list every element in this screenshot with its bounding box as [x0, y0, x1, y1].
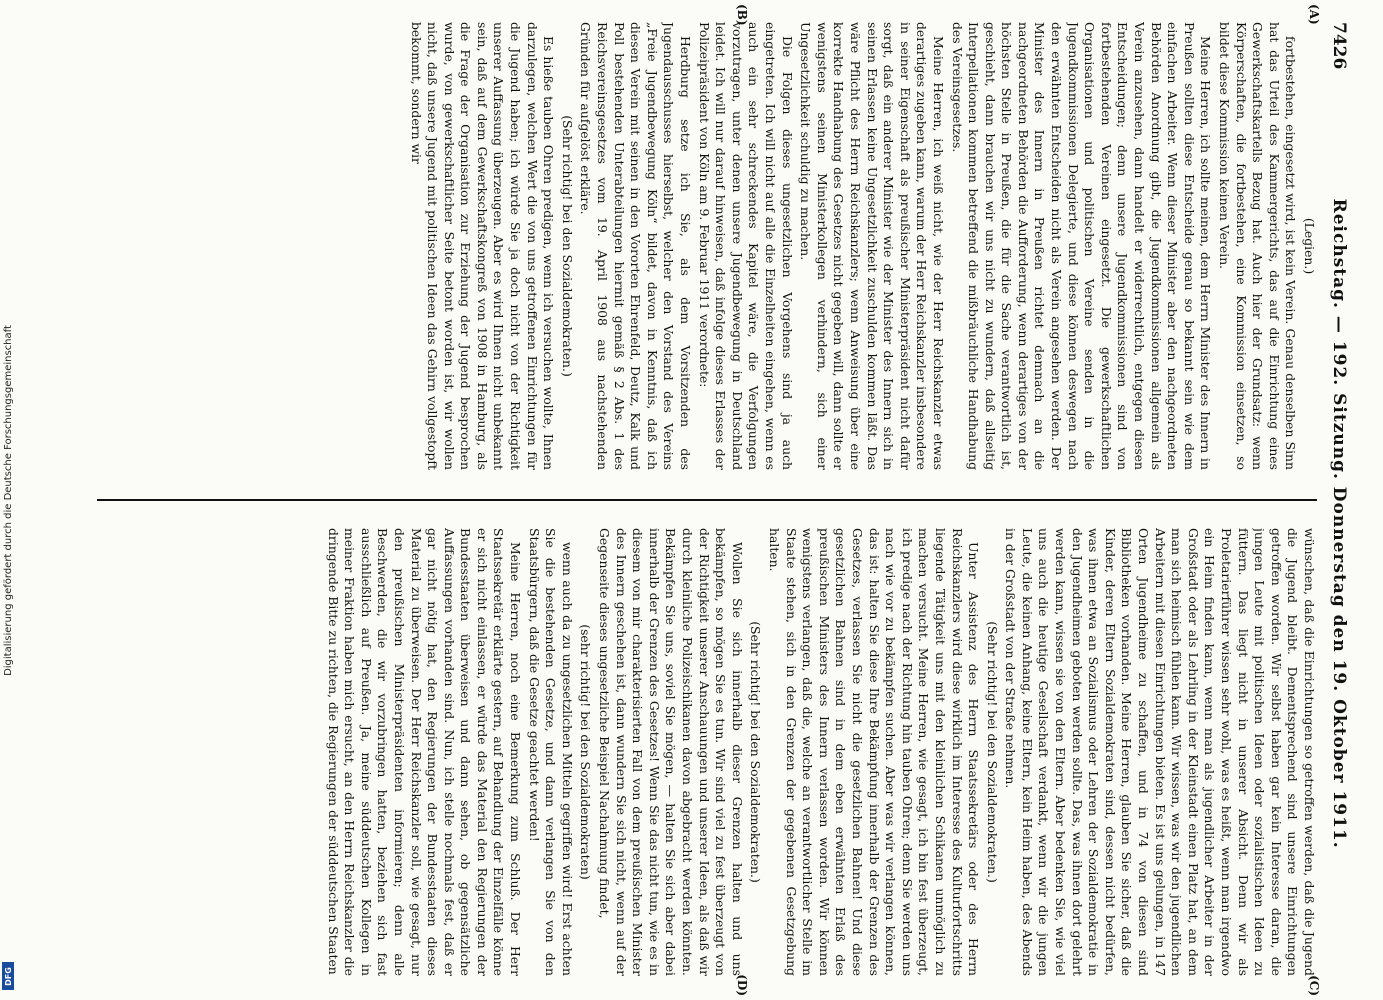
paragraph: Meine Herren, ich weiß nicht, wie der Herr Reichskanzler etwas derartiges zugeben kann, warum der Herr Reichskanzler insbesondere in seiner Eigenschaft als preußischer Ministerpräsident nicht dafür sorgt, daß ein anderer Minister wie der Minister des Innern sich in seinen Erlassen keine Ungesetzlichkeit zuschulden kommen läßt. Das wäre Pflicht des Herrn Reichskanzlers; wenn Anweisung über eine korrekte Handhabung des Gesetzes nicht gegeben will, dann sollte er wenigstens seinen Ministerkollegen verhindern, sich einer Ungesetzlichkeit schuldig zu machen.: [798, 22, 946, 470]
margin-marker-a: (A): [1307, 4, 1321, 25]
paragraph: wünschen, daß die Einrichtungen so getroffen werden, daß die Jugend die Jugend bleibt. Dementsprechend sind unsere Einrichtungen getroffen worden. Wir selbst haben gar kein Interesse daran, die jungen Leute mit politischen Ideen oder sozialistischen Ideen zu füttern. Das liegt nicht in unserer Absicht. Denn wir als Proletarierführer wissen sehr wohl, was es heißt, wenn man irgendwo ein Heim finden kann, wenn man als jugendlicher Arbeiter in der Großstadt oder als Lehrling in der Kleinstadt einen Platz hat, an dem man sich heimisch fühlen kann. Wir wissen, was wir den jugendlichen Arbeitern mit diesen Einrichtungen bieten. Es ist uns gelungen, in 147 Orten Jugendheime zu schaffen, und in 74 von diesen sind Bibliotheken vorhanden. Meine Herren, glauben Sie sicher, daß die Kinder, deren Eltern Sozialdemokraten sind, dessen nicht bedürfen, was ihnen etwa an Sozialismus oder Lehren der Sozialdemokratie in den Jugendheimen geboten werden sollte. Das, was ihnen dort gelehrt werden kann, wissen sie von den Eltern. Aber bedenken Sie, wie viel uns auch die heutige Gesellschaft verdankt, wenn wir die jungen Leute, die keinen Anhang, keine Eltern, kein Heim haben, des Abends in der Großstadt von der Straße nehmen.: [1003, 528, 1317, 976]
margin-marker-c: (C): [1307, 975, 1321, 996]
page-title: Reichstag. — 192. Sitzung. Donnerstag den 19. Oktober 1911.: [1329, 198, 1349, 849]
paragraph: Unter Assistenz des Herrn Staatssekretärs oder des Herrn Reichskanzlers wird diese wirklich im Interesse des Kulturfortschritts liegende Tätigkeit uns mit den kleinlichen Schikanen unmöglich zu machen versucht. Meine Herren, wie gesagt, ich bin fest überzeugt, ich predige nach der Richtung hin tauben Ohren; denn Sie werden uns nach wie vor zu bekämpfen suchen. Aber was wir verlangen können, das ist: halten Sie diese Ihre Bekämpfung innerhalb der Grenzen des Gesetzes, verlassen Sie nicht die gesetzlichen Bahnen! Und diese gesetzlichen Bahnen sind in dem eben erwähnten Erlaß des preußischen Ministers des Innern verlassen worden. Wir können wenigstens verlangen, daß die, welche an verantwortlicher Stelle im Staate stehen, sich in den Grenzen der gegebenen Gesetzgebung halten.: [767, 528, 982, 976]
paragraph: Meine Herren, ich sollte meinen, dem Herrn Minister des Innern in Preußen sollten diese Entscheide genau so bekannt sein wie dem einfachen Arbeiter. Wenn dieser Minister aber den nachgeordneten Behörden Anordnung gibt, die Jugendkommissionen allgemein als Verein anzusehen, dann handelt er widerrechtlich, entgegen diesen Entscheidungen; denn unsere Jugendkommissionen sind von fortbestehenden Vereinen eingesetzt. Die gewerkschaftlichen Organisationen und politischen Vereine senden in die Jugendkommissionen Delegierte, und diese können deswegen nach den erwähnten Entscheiden nicht als Verein angesehen werden. Der Minister des Innern in Preußen richtet demnach an die nachgeordneten Behörden die Aufforderung, wenn derartiges von der höchsten Stelle in Preußen, die für die Sache verantwortlich ist, geschieht, dann brauchen wir uns nicht zu wundern, daß allseitig Interpellationen kommen betreffend die mißbräuchliche Handhabung des Vereinsgesetzes.: [949, 22, 1214, 470]
paragraph: Meine Herren, noch eine Bemerkung zum Schluß. Der Herr Staatssekretär erklärte gestern, auf Behandlung der Einzelfälle könne er sich nicht einlassen, er würde das Material den Regierungen der Bundesstaaten überweisen und dann sehen, ob gegensätzliche Auffassungen vorhanden sind. Nun, ich stelle nochmals fest, daß er gar nicht nötig hat, den Regierungen der Bundesstaaten dieses Material zu überweisen. Der Herr Reichskanzler soll, wie gesagt, nur den preußischen Ministerpräsidenten informieren; denn alle Beschwerden, die wir vorzubringen hatten, beziehen sich fast ausschließlich auf Preußen. Ja, meine süddeutschen Kollegen in meiner Fraktion haben mich ersucht, an den Herrn Reichskanzler die dringende Bitte zu richten, die Regierungen der süddeutschen Staaten: [325, 528, 524, 976]
margin-marker-b: (B): [735, 4, 749, 26]
rotated-document: [76, 0, 1361, 1000]
paragraph: (Sehr richtig! bei den Sozialdemokraten.): [984, 621, 1000, 883]
margin-marker-d: (D): [735, 974, 749, 996]
paragraph: fortbestehen, eingesetzt wird, ist kein Verein. Genau denselben Sinn hat das Urteil des Kammergerichts, das auf die Einrichtung eines Gewerkschaftskartells Bezug hat. Auch hier der Grundsatz: wenn Körperschaften, die fortbestehen, eine Kommission einsetzen, so bildet diese Kommission keinen Verein.: [1217, 22, 1299, 470]
paragraph: (sehr richtig! bei den Sozialdemokraten): [578, 624, 594, 880]
page-number: 7426: [1329, 22, 1349, 70]
column-divider: [97, 499, 1317, 501]
right-column: [97, 528, 1317, 976]
paragraph: wenn auch da zu ungesetzlichen Mitteln gegriffen wird! Erst achten Sie die bestehenden Gesetze, und dann verlangen Sie von den Staatsbürgern, daß die Gesetze geachtet werden!: [526, 528, 575, 976]
left-column: [97, 22, 1317, 470]
paragraph: Es hieße tauben Ohren predigen, wenn ich versuchen wollte, Ihnen darzulegen, welchen Wert die von uns getroffenen Einrichtungen für die Jugend haben; ich würde Sie ja doch nicht von der Richtigkeit unserer Auffassung überzeugen. Aber es wird Ihnen nicht unbekannt sein, daß auf dem Gewerkschaftskongreß von 1908 in Hamburg, als die Frage der Organisation zur Erziehung der Jugend besprochen wurde, von gewerkschaftlicher Seite betont worden ist, wir wollen nicht, daß unsere Jugend mit politischen Ideen das Gehirn vollgestopft bekommt, sondern wir: [408, 22, 557, 470]
paragraph: (Sehr richtig! bei den Sozialdemokraten.): [748, 621, 764, 883]
credit-text: Digitalisierung gefördert durch die Deutsche Forschungsgemeinschaft: [2, 324, 14, 676]
paragraph: Die Folgen dieses ungesetzlichen Vorgehens sind ja auch eingetreten. Ich will nicht auf alle die Einzelheiten eingehen, wenn es auch ein sehr schreckendes Kapitel wäre, die Verfolgungen vorzutragen, unter denen unsere Jugendbewegung in Deutschland leidet. Ich will nur darauf hinweisen, daß infolge dieses Erlasses der Polizeipräsident von Köln am 9. Februar 1911 verordnete:: [696, 22, 795, 470]
dfg-logo-icon: DFG: [2, 962, 14, 990]
paragraph: (Legien.): [1302, 217, 1317, 275]
paragraph: Herdburg setze ich Sie, als dem Vorsitzenden des Jugendausschusses hierselbst, welcher den Vorstand des Vereins „Freie Jugendbewegung Köln“ bildet, davon in Kenntnis, daß ich diesen Verein mit seinen in den Vororten Ehrenfeld, Deutz, Kalk und Poll bestehenden Unterabteilungen hiermit gemäß § 2 Abs. 1 des Reichsvereinsgesetzes vom 19. April 1908 aus nachstehenden Gründen für aufgelöst erkläre.: [578, 22, 694, 470]
digitization-credit: [0, 0, 16, 1000]
paragraph: (Sehr richtig! bei den Sozialdemokraten.): [559, 115, 575, 377]
page-header: [1325, 22, 1353, 978]
paragraph: Wollen Sie sich innerhalb dieser Grenzen halten und uns bekämpfen, so mögen Sie es tun. Wir sind viel zu fest überzeugt von der Richtigkeit unserer Anschauungen und unserer Ideen, als daß wir durch kleinliche Polizeischikanen davon abgebracht werden könnten. Bekämpfen Sie uns, soviel Sie mögen, — halten Sie sich aber dabei innerhalb der Grenzen des Gesetzes! Wenn Sie das nicht tun, wie es in diesem von mir charakterisierten Fall von dem preußischen Minister des Innern geschehen ist, dann wundern Sie sich nicht, wenn auf der Gegenseite dieses ungesetzliche Beispiel Nachahmung findet,: [597, 528, 745, 976]
